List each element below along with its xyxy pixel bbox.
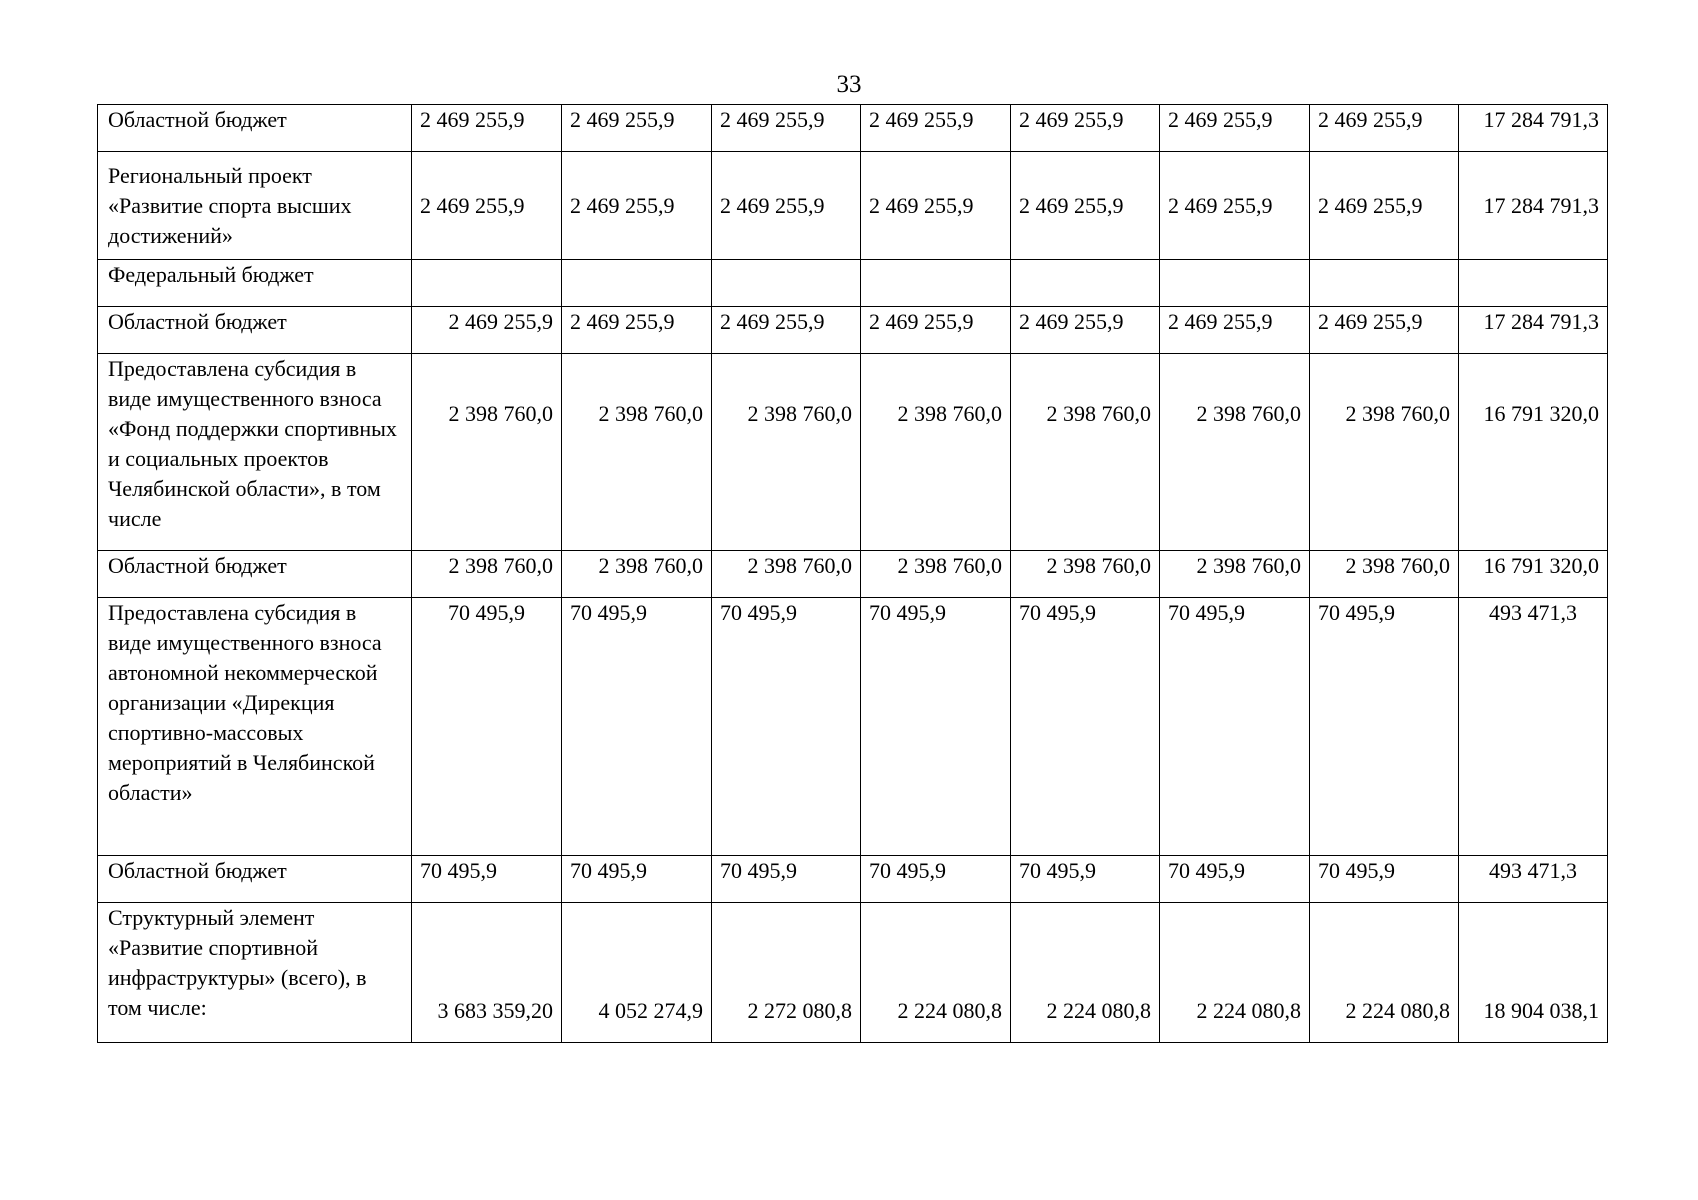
table-row [98,598,1608,856]
value-cell: 2 224 080,8 [1160,903,1310,1043]
value-cell: 2 469 255,9 [1310,105,1459,152]
value-cell [412,260,562,307]
value-cell: 2 398 760,0 [1011,551,1160,598]
value-cell: 2 469 255,9 [712,307,861,354]
page-number: 33 [836,71,862,98]
value-cell: 70 495,9 [1011,856,1160,903]
value-cell: 70 495,9 [562,856,712,903]
value-cell [861,260,1011,307]
value-cell: 2 398 760,0 [412,354,562,551]
value-cell: 70 495,9 [712,856,861,903]
total-cell: 16 791 320,0 [1459,354,1608,551]
value-cell: 2 469 255,9 [1011,105,1160,152]
row-label: Предоставлена субсидия в виде имущественного взноса «Фонд поддержки спортивных и социальных проектов Челябинской области», в том числе [98,354,412,551]
row-label: Областной бюджет [98,307,412,354]
value-cell: 2 469 255,9 [712,152,861,260]
value-cell: 2 398 760,0 [1310,551,1459,598]
value-cell [712,260,861,307]
total-cell: 18 904 038,1 [1459,903,1608,1043]
value-cell: 2 469 255,9 [1310,307,1459,354]
value-cell: 2 398 760,0 [412,551,562,598]
value-cell: 2 224 080,8 [861,903,1011,1043]
value-cell: 2 469 255,9 [712,105,861,152]
value-cell: 2 398 760,0 [861,551,1011,598]
value-cell [1160,260,1310,307]
value-cell: 2 469 255,9 [412,307,562,354]
total-cell: 17 284 791,3 [1459,152,1608,260]
total-cell: 493 471,3 [1459,856,1608,903]
value-cell: 2 398 760,0 [562,551,712,598]
row-label: Структурный элемент «Развитие спортивной инфраструктуры» (всего), в том числе: [98,903,412,1043]
value-cell: 70 495,9 [562,598,712,856]
row-label: Региональный проект «Развитие спорта высших достижений» [98,152,412,260]
value-cell: 70 495,9 [1310,598,1459,856]
budget-table [97,104,1608,1043]
table-row [98,856,1608,903]
value-cell: 2 469 255,9 [412,105,562,152]
value-cell: 2 398 760,0 [712,551,861,598]
value-cell: 2 398 760,0 [1160,354,1310,551]
value-cell: 2 469 255,9 [1011,152,1160,260]
total-cell [1459,260,1608,307]
value-cell: 70 495,9 [712,598,861,856]
value-cell: 70 495,9 [861,856,1011,903]
value-cell: 2 398 760,0 [1160,551,1310,598]
row-label: Областной бюджет [98,856,412,903]
value-cell: 2 398 760,0 [712,354,861,551]
total-cell: 17 284 791,3 [1459,307,1608,354]
row-label: Федеральный бюджет [98,260,412,307]
value-cell: 70 495,9 [1160,856,1310,903]
table-row [98,551,1608,598]
value-cell: 2 224 080,8 [1310,903,1459,1043]
value-cell [1011,260,1160,307]
value-cell: 2 469 255,9 [1160,307,1310,354]
value-cell: 2 272 080,8 [712,903,861,1043]
value-cell: 2 469 255,9 [1160,152,1310,260]
value-cell: 70 495,9 [1160,598,1310,856]
value-cell [562,260,712,307]
value-cell: 2 469 255,9 [1160,105,1310,152]
table-row [98,307,1608,354]
table-row [98,105,1608,152]
value-cell: 2 469 255,9 [562,152,712,260]
total-cell: 17 284 791,3 [1459,105,1608,152]
value-cell: 2 469 255,9 [412,152,562,260]
table-row [98,260,1608,307]
value-cell: 70 495,9 [861,598,1011,856]
row-label: Областной бюджет [98,105,412,152]
row-label: Областной бюджет [98,551,412,598]
value-cell: 70 495,9 [1310,856,1459,903]
row-label: Предоставлена субсидия в виде имущественного взноса автономной некоммерческой организации «Дирекция спортивно-массовых мероприятий в Челябинской области» [98,598,412,856]
value-cell: 2 398 760,0 [861,354,1011,551]
table-row [98,903,1608,1043]
value-cell: 4 052 274,9 [562,903,712,1043]
value-cell: 2 398 760,0 [1011,354,1160,551]
value-cell: 2 398 760,0 [562,354,712,551]
value-cell: 2 469 255,9 [861,152,1011,260]
value-cell [1310,260,1459,307]
value-cell: 2 224 080,8 [1011,903,1160,1043]
total-cell: 16 791 320,0 [1459,551,1608,598]
total-cell: 493 471,3 [1459,598,1608,856]
value-cell: 3 683 359,20 [412,903,562,1043]
table-row [98,354,1608,551]
value-cell: 2 469 255,9 [562,307,712,354]
value-cell: 2 469 255,9 [1011,307,1160,354]
value-cell: 70 495,9 [412,598,562,856]
value-cell: 70 495,9 [412,856,562,903]
table-row [98,152,1608,260]
value-cell: 70 495,9 [1011,598,1160,856]
value-cell: 2 469 255,9 [562,105,712,152]
value-cell: 2 469 255,9 [861,105,1011,152]
value-cell: 2 469 255,9 [861,307,1011,354]
value-cell: 2 469 255,9 [1310,152,1459,260]
value-cell: 2 398 760,0 [1310,354,1459,551]
